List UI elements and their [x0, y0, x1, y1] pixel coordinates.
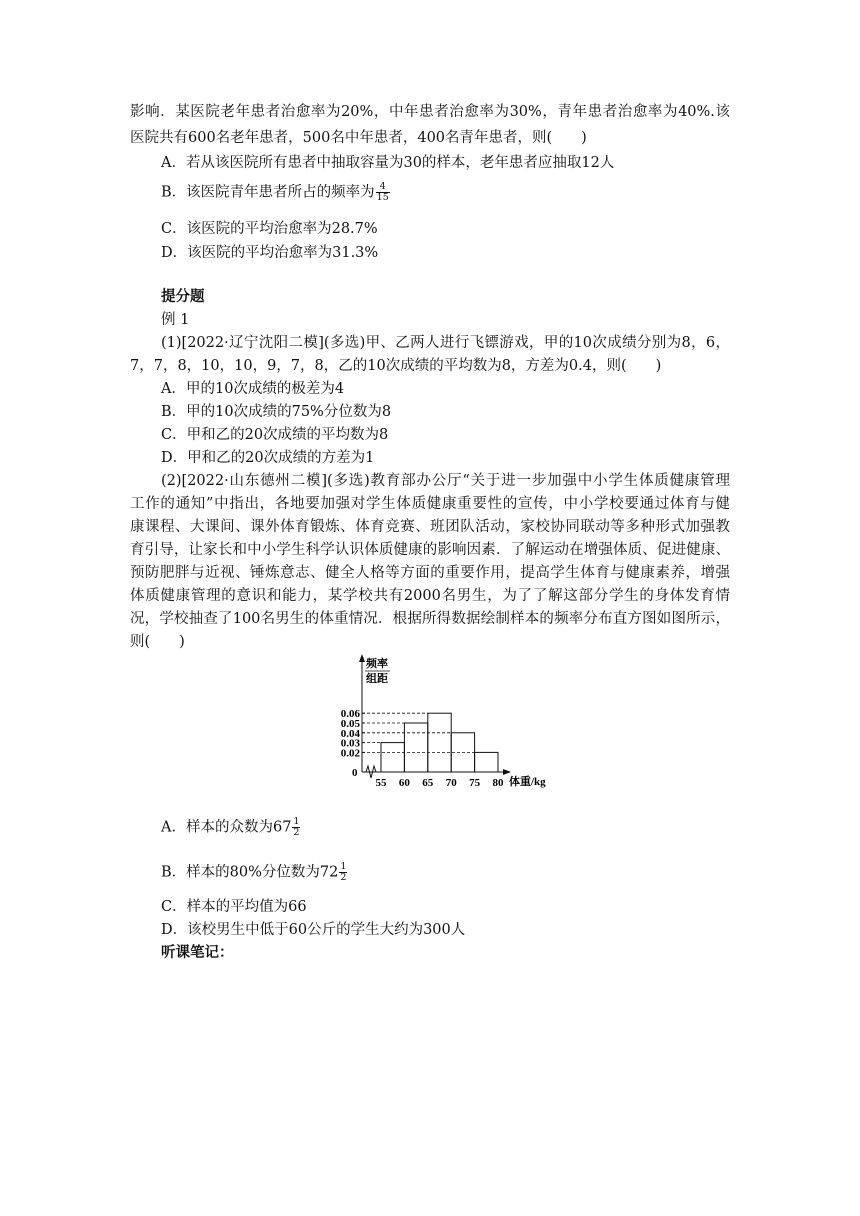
- q2-option-d: D．该校男生中低于60公斤的学生大约为300人: [161, 922, 466, 938]
- y-tick-label-0.05: 0.05: [340, 718, 360, 730]
- x-axis-arrow: [503, 769, 511, 775]
- example-label: 例 1: [161, 312, 190, 328]
- q2-option-b-denominator: 2: [340, 872, 347, 883]
- prev-option-b-denominator: 15: [376, 192, 389, 203]
- q1-option-d: D．甲和乙的20次成绩的方差为1: [161, 450, 375, 466]
- origin-label: 0: [352, 767, 358, 779]
- q2-option-c: C．样本的平均值为66: [161, 899, 307, 915]
- prev-option-c: C．该医院的平均治愈率为28.7%: [161, 221, 378, 237]
- prev-option-d: D．该医院的平均治愈率为31.3%: [161, 245, 379, 261]
- bar-65-70: [428, 713, 451, 772]
- x-tick-label-55: 55: [375, 777, 387, 789]
- q2-line-4: 育引导，让家长和中小学生科学认识体质健康的影响因素．了解运动在增强体质、促进健康、: [130, 542, 730, 558]
- y-tick-label-0.04: 0.04: [340, 727, 360, 740]
- q2-line-2: 工作的通知”中指出，各地要加强对学生体质健康重要性的宣传，中小学校要通过体育与健: [130, 496, 730, 512]
- x-axis-label: 体重/kg: [509, 776, 546, 788]
- y-axis-arrow: [359, 654, 365, 662]
- y-tick-label-0.02: 0.02: [340, 747, 360, 760]
- q2-option-a-numerator: 1: [293, 816, 300, 827]
- q2-line-1: (2)[2022·山东德州二模](多选)教育部办公厅“关于进一步加强中小学生体质健康管理: [161, 473, 730, 489]
- prev-option-b: [161, 182, 390, 203]
- frequency-histogram: [330, 652, 570, 792]
- q2-option-a-text: A．样本的众数为67: [161, 819, 292, 836]
- bar-55-60: [381, 743, 404, 772]
- q2-line-7: 况，学校抽查了100名男生的体重情况．根据所得数据绘制样本的频率分布直方图如图所示，: [130, 611, 730, 627]
- q1-line-1: (1)[2022·辽宁沈阳二模](多选)甲、乙两人进行飞镖游戏，甲的10次成绩分别为8，6，: [161, 335, 730, 351]
- x-tick-label-60: 60: [398, 777, 410, 789]
- q2-line-5: 预防肥胖与近视、锤炼意志、健全人格等方面的重要作用，提高学生体育与健康素养，增强: [130, 565, 730, 581]
- notes-label: 听课笔记：: [161, 944, 234, 961]
- q2-option-b-numerator: 1: [340, 861, 347, 872]
- q2-option-b-fraction: [339, 862, 347, 883]
- y-tick-label-0.06: 0.06: [340, 708, 360, 721]
- q2-line-6: 体质健康管理的意识和能力，某学校共有2000名男生，为了了解这部分学生的身体发育情: [130, 588, 730, 604]
- y-label-denominator: 组距: [366, 673, 388, 685]
- q2-option-a: [161, 817, 300, 838]
- bar-60-65: [404, 723, 427, 772]
- prev-question-line-2: 医院共有600名老年患者，500名中年患者，400名青年患者，则( ): [130, 130, 587, 146]
- x-tick-label-65: 65: [422, 777, 434, 789]
- q2-option-b-text: B．样本的80%分位数为72: [161, 864, 339, 881]
- histogram-marks: [341, 708, 504, 789]
- bar-75-80: [475, 752, 498, 772]
- q1-option-a: A．甲的10次成绩的极差为4: [161, 381, 345, 397]
- x-tick-label-75: 75: [469, 777, 481, 789]
- y-tick-label-0.03: 0.03: [340, 737, 360, 750]
- prev-question-line-1: 影响．某医院老年患者治愈率为20%，中年患者治愈率为30%，青年患者治愈率为40%.该: [130, 104, 730, 120]
- section-title: 提分题: [161, 288, 205, 305]
- prev-option-b-numerator: 4: [376, 182, 390, 193]
- q1-line-2: 7，7，8，10，10，9，7，8，乙的10次成绩的平均数为8，方差为0.4，则( ): [130, 358, 662, 374]
- prev-option-b-fraction: [376, 182, 390, 203]
- prev-option-a: A．若从该医院所有患者中抽取容量为30的样本，老年患者应抽取12人: [161, 155, 615, 171]
- q2-option-a-fraction: [292, 817, 300, 838]
- y-label-numerator: 频率: [366, 658, 388, 670]
- prev-option-b-text: B．该医院青年患者所占的频率为: [161, 184, 375, 201]
- q1-option-b: B．甲的10次成绩的75%分位数为8: [161, 404, 392, 420]
- q2-option-b: [161, 862, 347, 883]
- q1-option-c: C．甲和乙的20次成绩的平均数为8: [161, 427, 389, 443]
- q2-option-a-denominator: 2: [293, 827, 300, 838]
- x-tick-label-80: 80: [492, 777, 504, 789]
- x-tick-label-70: 70: [445, 777, 457, 789]
- q2-line-3: 康课程、大课间、课外体育锻炼、体育竞赛、班团队活动，家校协同联动等多种形式加强教: [130, 519, 730, 535]
- q2-line-8: 则( ): [130, 634, 185, 650]
